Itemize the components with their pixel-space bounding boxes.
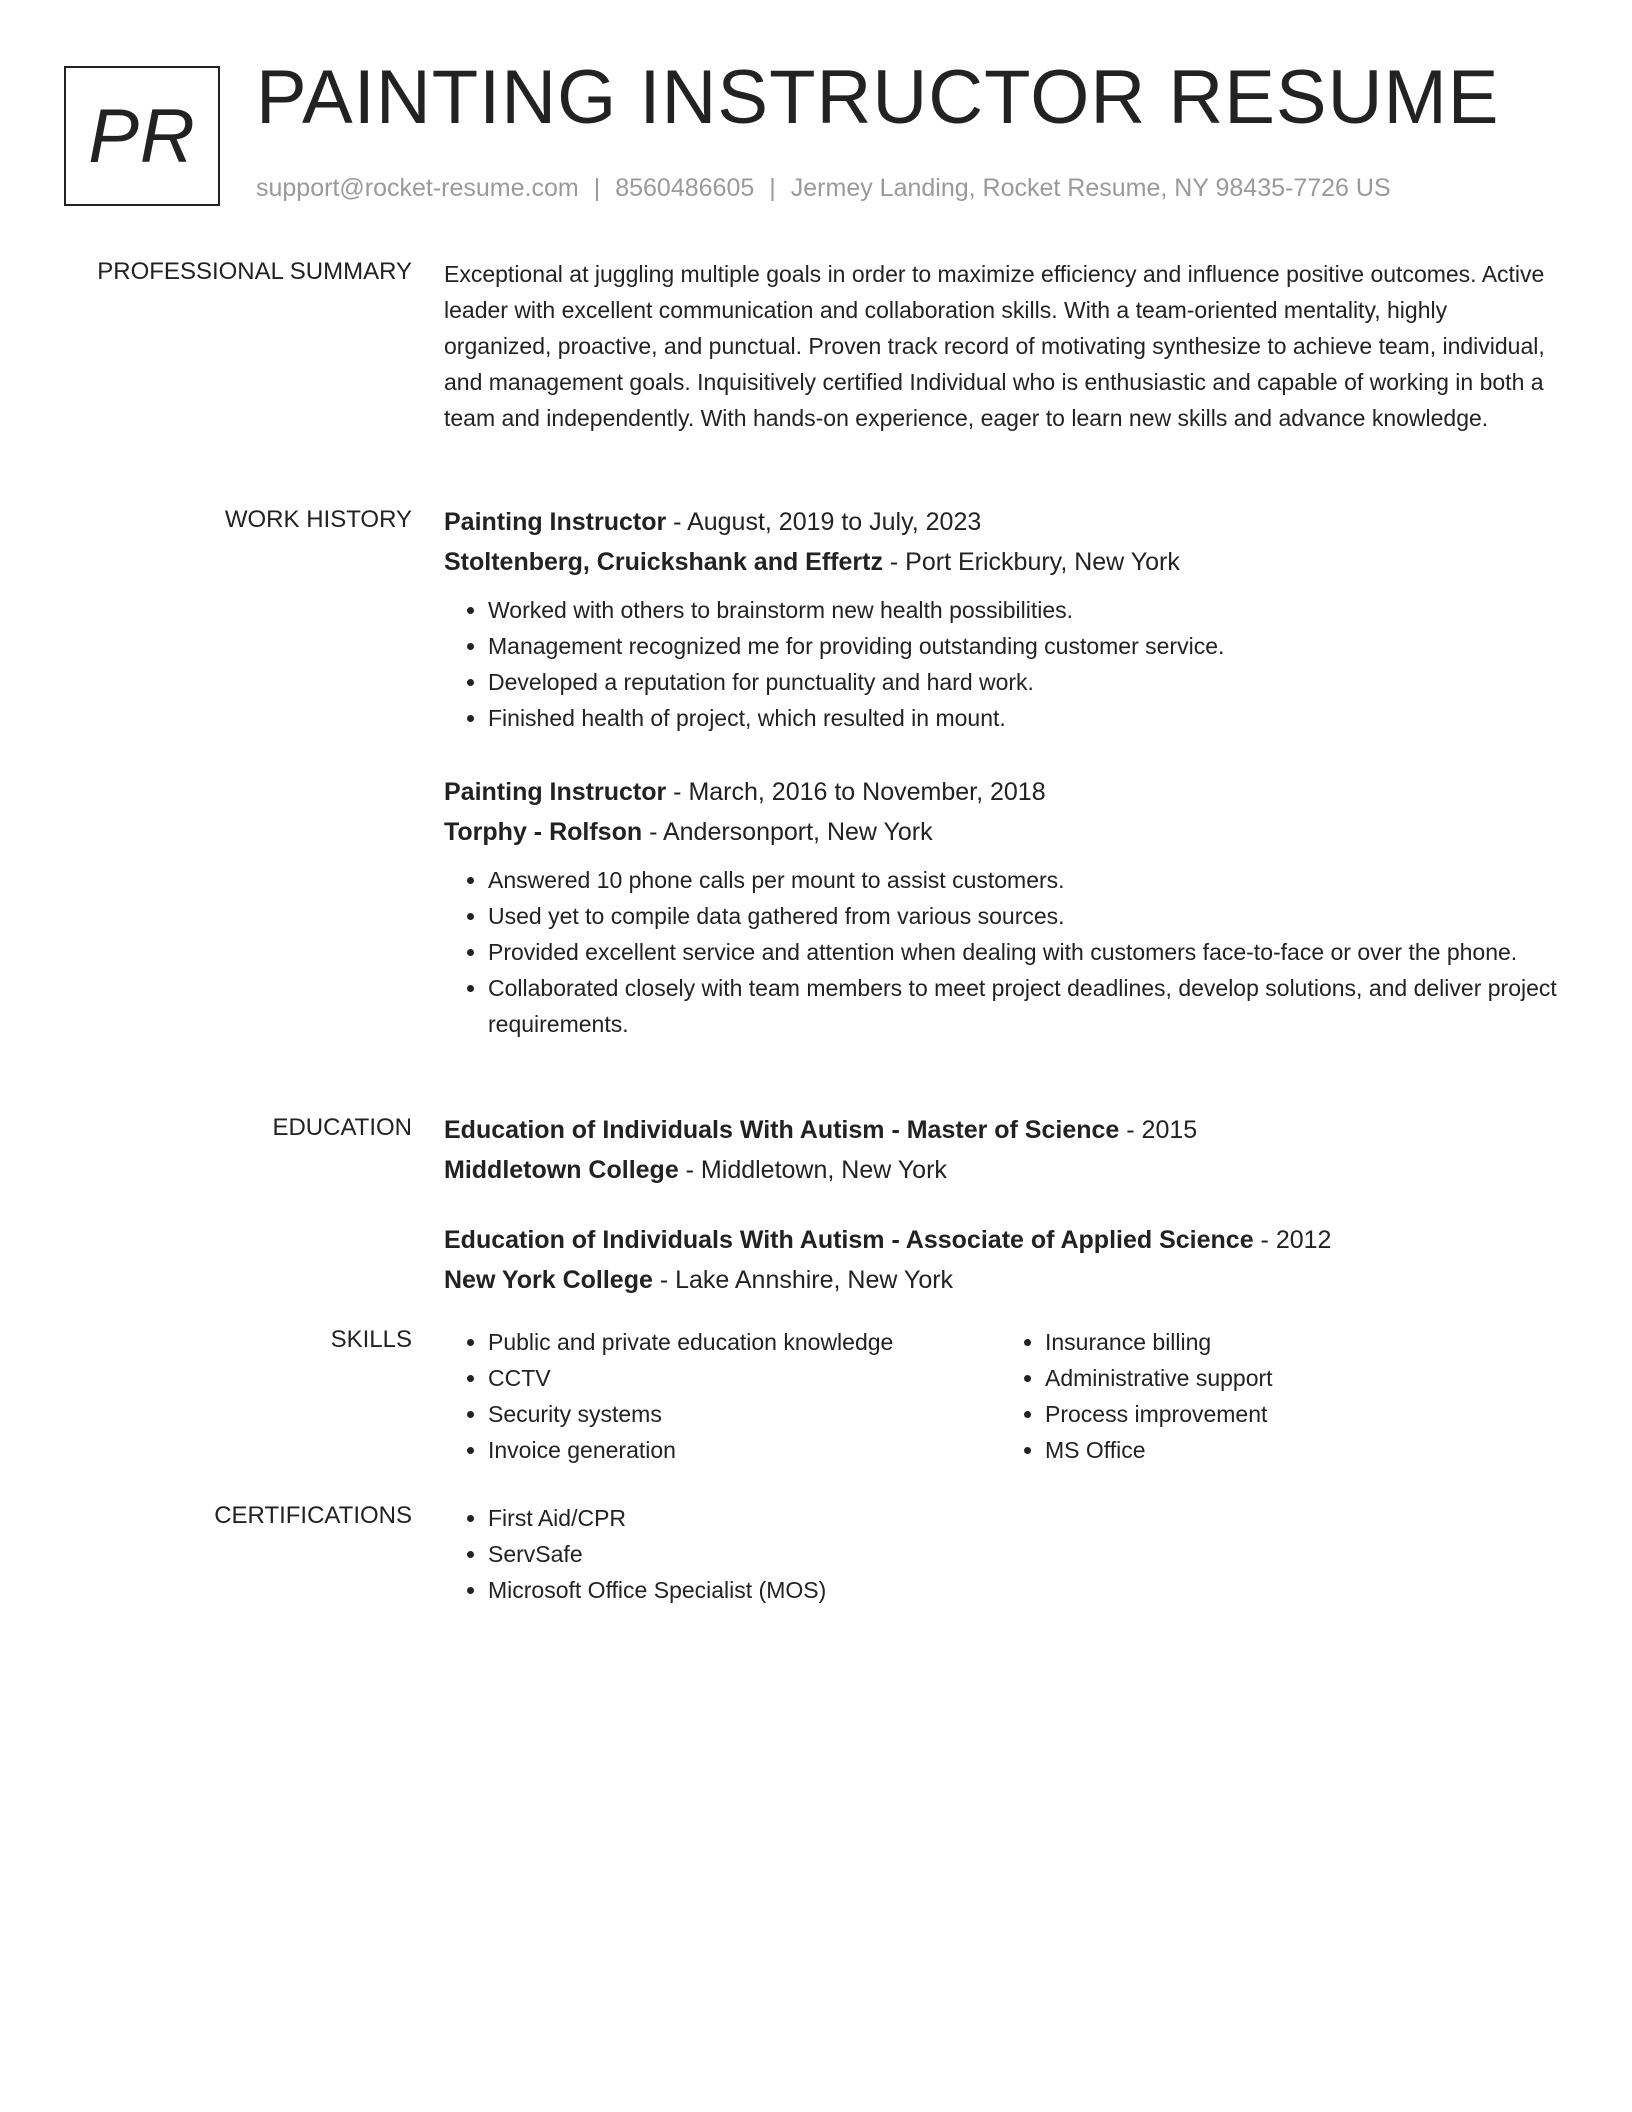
list-item: • CCTV — [488, 1360, 1001, 1396]
list-item: • Answered 10 phone calls per mount to assist customers. — [488, 862, 1558, 898]
list-item: • Microsoft Office Specialist (MOS) — [488, 1572, 1558, 1608]
degree-year: - 2012 — [1253, 1226, 1332, 1254]
school-name: New York College — [444, 1266, 653, 1294]
job-title: Painting Instructor — [444, 778, 667, 806]
list-item: • Provided excellent service and attention when dealing with customers face-to-face or over the phone. — [488, 934, 1558, 970]
job-employer — [444, 542, 1558, 582]
school-name: Middletown College — [444, 1156, 679, 1184]
list-item: • First Aid/CPR — [488, 1500, 1558, 1536]
section-label-summary: PROFESSIONAL SUMMARY — [97, 258, 412, 285]
work-history-body — [444, 502, 1558, 1078]
job-location: - Port Erickbury, New York — [882, 548, 1180, 576]
list-item: • Security systems — [488, 1396, 1001, 1432]
section-label-education: EDUCATION — [272, 1114, 412, 1141]
section-label-work: WORK HISTORY — [224, 506, 412, 533]
job-dates: - August, 2019 to July, 2023 — [666, 508, 982, 536]
monogram-text: PR — [88, 93, 196, 179]
list-item: • Public and private education knowledge — [488, 1324, 1001, 1360]
contact-address: Jermey Landing, Rocket Resume, NY 98435-7726 US — [790, 174, 1391, 202]
list-item: • Collaborated closely with team members to meet project deadlines, develop solutions, and deliver project requirements. — [488, 970, 1558, 1042]
list-item: • Process improvement — [1045, 1396, 1558, 1432]
degree-heading — [444, 1110, 1558, 1150]
school-location: - Lake Annshire, New York — [652, 1266, 954, 1294]
list-item: • Administrative support — [1045, 1360, 1558, 1396]
list-item: • MS Office — [1045, 1432, 1558, 1468]
resume-title: PAINTING INSTRUCTOR RESUME — [256, 55, 1500, 140]
certifications-list — [444, 1500, 1558, 1608]
job-company: Stoltenberg, Cruickshank and Effertz — [444, 548, 883, 576]
list-item: • Used yet to compile data gathered from various sources. — [488, 898, 1558, 934]
job-company: Torphy - Rolfson — [444, 818, 643, 846]
contact-separator: | — [593, 174, 601, 202]
list-item: • Developed a reputation for punctuality and hard work. — [488, 664, 1558, 700]
list-item: • Insurance billing — [1045, 1324, 1558, 1360]
degree-name: Education of Individuals With Autism - Associate of Applied Science — [444, 1226, 1254, 1254]
job-bullets — [444, 862, 1558, 1042]
degree-name: Education of Individuals With Autism - Master of Science — [444, 1116, 1120, 1144]
education-body — [444, 1110, 1558, 1330]
job-entry — [444, 772, 1558, 1042]
job-heading — [444, 772, 1558, 812]
contact-phone: 8560486605 — [615, 174, 755, 202]
job-location: - Andersonport, New York — [642, 818, 933, 846]
job-heading — [444, 502, 1558, 542]
list-item: • Invoice generation — [488, 1432, 1001, 1468]
skills-list-left — [444, 1324, 1001, 1468]
summary-text: Exceptional at juggling multiple goals in order to maximize efficiency and influence positive outcomes. Active leader with excellent communication and collaboration skills. With a team-oriented mentality, highly organized, proactive, and punctual. Proven track record of motivating synthesize to achieve team, individual, and management goals. Inquisitively certified Individual who is enthusiastic and capable of working in both a team and independently. With hands-on experience, eager to learn new skills and advance knowledge. — [444, 261, 1545, 431]
contact-email: support@rocket-resume.com — [256, 174, 579, 202]
certifications-body — [444, 1500, 1558, 1608]
school-line — [444, 1150, 1558, 1190]
list-item: • ServSafe — [488, 1536, 1558, 1572]
job-dates: - March, 2016 to November, 2018 — [666, 778, 1046, 806]
section-label-skills: SKILLS — [330, 1326, 412, 1353]
job-employer — [444, 812, 1558, 852]
contact-line — [256, 174, 1391, 203]
skills-body — [444, 1324, 1558, 1468]
job-title: Painting Instructor — [444, 508, 667, 536]
monogram-badge — [64, 66, 220, 206]
skills-columns — [444, 1324, 1558, 1468]
education-entry — [444, 1220, 1558, 1300]
degree-heading — [444, 1220, 1558, 1260]
list-item: • Management recognized me for providing outstanding customer service. — [488, 628, 1558, 664]
list-item: • Finished health of project, which resulted in mount. — [488, 700, 1558, 736]
school-line — [444, 1260, 1558, 1300]
degree-year: - 2015 — [1119, 1116, 1198, 1144]
job-bullets — [444, 592, 1558, 736]
summary-body — [444, 256, 1558, 436]
school-location: - Middletown, New York — [678, 1156, 947, 1184]
contact-separator: | — [769, 174, 776, 202]
education-entry — [444, 1110, 1558, 1190]
job-entry — [444, 502, 1558, 736]
skills-list-right — [1001, 1324, 1558, 1468]
list-item: • Worked with others to brainstorm new health possibilities. — [488, 592, 1558, 628]
section-label-certifications: CERTIFICATIONS — [214, 1502, 412, 1529]
